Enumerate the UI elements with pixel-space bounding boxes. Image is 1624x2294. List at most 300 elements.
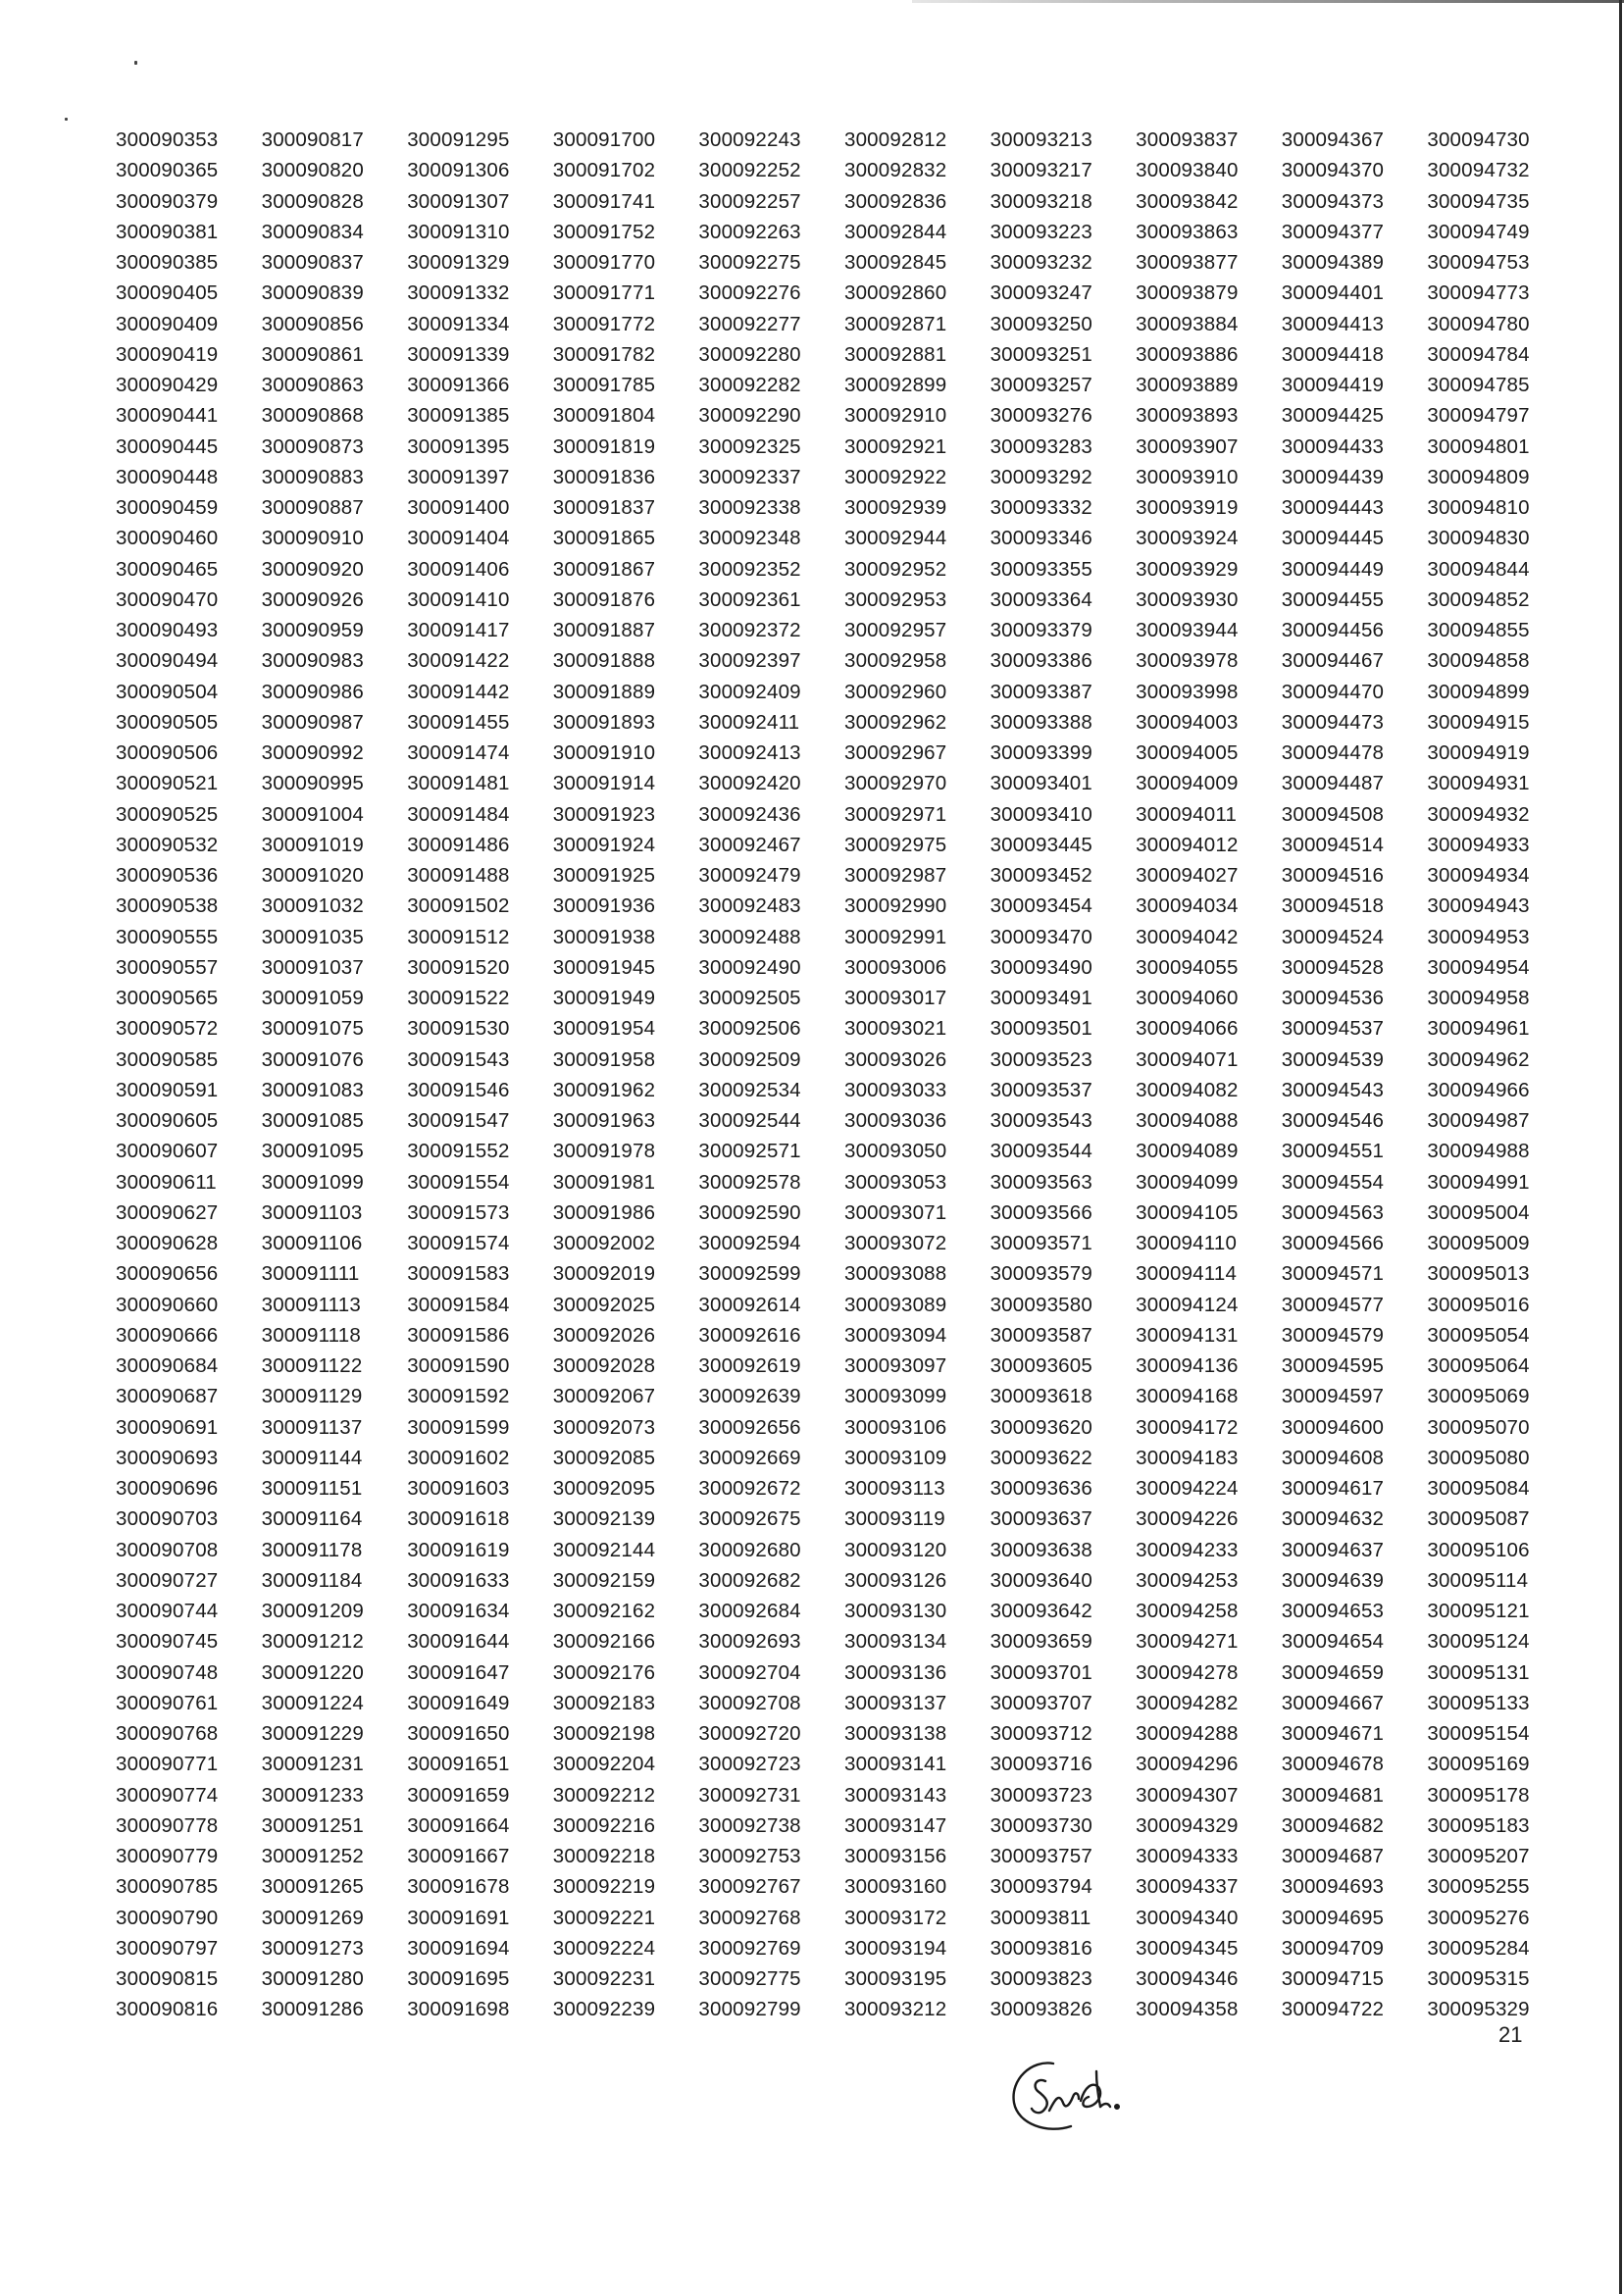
list-item: 300091488 [407,864,510,887]
list-item: 300091694 [407,1936,510,1960]
list-item: 300090745 [116,1630,219,1654]
list-item: 300095276 [1427,1906,1530,1929]
list-item: 300093491 [990,987,1092,1009]
list-item: 300092812 [843,128,947,151]
list-item: 300092162 [552,1600,656,1622]
list-item: 300091752 [552,220,656,243]
list-item: 300091664 [407,1813,510,1837]
list-item: 300090693 [116,1446,219,1469]
list-item: 300090703 [116,1507,219,1531]
list-item: 300093563 [990,1170,1092,1194]
list-item: 300095169 [1427,1753,1530,1776]
list-item: 300095114 [1427,1568,1529,1592]
list-item: 300094617 [1281,1477,1385,1500]
list-item: 300092506 [698,1017,801,1041]
list-item: 300094456 [1281,619,1385,641]
list-item: 300091910 [552,741,656,764]
list-item: 300091229 [261,1722,365,1745]
list-item: 300094224 [1136,1477,1239,1500]
list-item: 300094991 [1427,1170,1530,1194]
list-item: 300091543 [407,1047,510,1071]
list-item: 300090538 [116,894,219,918]
list-item: 300093944 [1136,619,1239,641]
list-item: 300091695 [407,1967,510,1990]
list-item: 300094516 [1281,864,1385,887]
list-item: 300092085 [552,1446,656,1469]
list-item: 300093106 [843,1415,947,1439]
list-item: 300091949 [552,987,656,1009]
list-item: 300092204 [552,1753,656,1776]
list-item: 300091306 [407,159,510,182]
list-item: 300090525 [116,802,219,826]
list-item: 300090691 [116,1415,219,1439]
list-item: 300090385 [116,251,219,274]
list-item: 300090834 [261,220,365,243]
list-item: 300091137 [261,1415,363,1439]
list-item: 300095284 [1427,1936,1530,1960]
list-item: 300092073 [552,1415,656,1439]
list-item: 300093223 [990,220,1092,243]
list-item: 300094749 [1427,220,1530,243]
list-item: 300092139 [552,1507,656,1531]
list-item: 300092159 [552,1568,656,1592]
list-item: 300094639 [1281,1568,1385,1592]
list-item: 300093893 [1136,404,1239,428]
list-item: 300092922 [843,465,947,488]
list-item: 300093120 [843,1538,947,1561]
list-item: 300094105 [1136,1200,1239,1224]
list-item: 300094659 [1281,1660,1385,1684]
list-item: 300094543 [1281,1078,1385,1101]
list-item: 300090605 [116,1109,219,1132]
list-item: 300091004 [261,802,365,826]
list-item: 300092768 [698,1906,801,1929]
list-item: 300091837 [552,496,656,519]
list-item: 300094358 [1136,1998,1239,2021]
list-item: 300092962 [843,710,947,734]
list-item: 300093638 [990,1538,1092,1561]
list-item: 300092775 [698,1967,801,1990]
list-item: 300093036 [843,1109,947,1132]
list-item: 300091020 [261,864,365,887]
list-item: 300090627 [116,1200,219,1224]
list-item: 300093452 [990,864,1092,887]
list-item: 300091032 [261,894,365,918]
list-item: 300091512 [407,925,510,948]
list-item: 300092325 [698,434,801,458]
list-item: 300093387 [990,680,1092,703]
list-item: 300094524 [1281,925,1385,948]
list-item: 300094288 [1136,1722,1239,1745]
list-item: 300093636 [990,1477,1092,1500]
list-item: 300093978 [1136,649,1239,673]
list-item: 300095124 [1427,1630,1530,1654]
list-item: 300090494 [116,649,219,673]
list-item: 300094953 [1427,925,1530,948]
list-item: 300093136 [843,1660,947,1684]
list-item: 300092436 [698,802,801,826]
list-item: 300095133 [1427,1691,1530,1714]
list-item: 300091280 [261,1967,365,1990]
list-item: 300092025 [552,1293,656,1316]
list-item: 300094537 [1281,1017,1385,1041]
list-item: 300091406 [407,557,510,581]
list-item: 300092910 [843,404,947,428]
list-item: 300093283 [990,434,1092,458]
list-item: 300093026 [843,1047,947,1071]
list-item: 300094110 [1136,1232,1238,1254]
list-item: 300090797 [116,1936,219,1960]
list-item: 300090920 [261,557,365,581]
list-item: 300094988 [1427,1140,1530,1163]
list-item: 300091332 [407,281,510,305]
list-item: 300091618 [407,1507,510,1531]
list-item: 300091329 [407,251,510,274]
list-item: 300092944 [843,527,947,550]
list-item: 300090381 [116,220,219,243]
list-item: 300094373 [1281,189,1385,213]
list-item: 300093143 [843,1783,947,1807]
list-item: 300092276 [698,281,801,305]
list-item: 300091554 [407,1170,510,1194]
list-item: 300091586 [407,1323,510,1347]
list-item: 300091520 [407,955,510,979]
list-item: 300091867 [552,557,656,581]
list-item: 300092218 [552,1845,656,1867]
list-item: 300091251 [261,1813,365,1837]
list-item: 300095329 [1427,1998,1530,2021]
list-item: 300091209 [261,1600,365,1622]
list-item: 300093490 [990,955,1092,979]
list-item: 300092176 [552,1660,656,1684]
list-item: 300090557 [116,955,219,979]
list-item: 300094282 [1136,1691,1239,1714]
list-item: 300094844 [1427,557,1530,581]
list-item: 300093388 [990,710,1092,734]
list-item: 300093386 [990,649,1092,673]
list-item: 300092479 [698,864,801,887]
list-item: 300092212 [552,1783,656,1807]
list-item: 300093605 [990,1354,1092,1377]
list-item: 300093884 [1136,312,1239,335]
list-item: 300092216 [552,1813,656,1837]
list-item: 300093543 [990,1109,1092,1132]
list-item: 300090572 [116,1017,219,1041]
list-item: 300094600 [1281,1415,1385,1439]
list-item: 300094226 [1136,1507,1239,1531]
list-item: 300092723 [698,1753,801,1776]
list-item: 300093659 [990,1630,1092,1654]
list-item: 300094784 [1427,342,1530,366]
list-item: 300092411 [698,710,800,734]
list-item: 300092693 [698,1630,801,1654]
list-item: 300093571 [990,1232,1092,1254]
list-item: 300094732 [1427,159,1530,182]
list-item: 300094271 [1136,1630,1239,1654]
list-item: 300093247 [990,281,1092,305]
list-item: 300094678 [1281,1753,1385,1776]
list-item: 300093889 [1136,374,1239,396]
list-item: 300094066 [1136,1017,1239,1041]
list-item: 300094931 [1427,772,1530,795]
list-item: 300090565 [116,987,219,1009]
list-item: 300091164 [261,1507,363,1531]
list-item: 300094785 [1427,374,1530,396]
list-item: 300091076 [261,1047,365,1071]
list-item: 300092971 [843,802,947,826]
list-item: 300093346 [990,527,1092,550]
list-item: 300093113 [843,1477,945,1500]
list-item: 300094377 [1281,220,1385,243]
list-item: 300094915 [1427,710,1530,734]
list-item: 300093707 [990,1691,1092,1714]
list-item: 300092231 [552,1967,656,1990]
list-item: 300094445 [1281,527,1385,550]
list-item: 300092616 [698,1323,801,1347]
list-item: 300093160 [843,1875,947,1899]
list-item: 300090365 [116,159,219,182]
list-item: 300090445 [116,434,219,458]
list-item: 300094183 [1136,1446,1239,1469]
list-item: 300093877 [1136,251,1239,274]
list-item: 300094858 [1427,649,1530,673]
list-item: 300094168 [1136,1385,1239,1408]
list-item: 300091075 [261,1017,365,1041]
list-item: 300094514 [1281,833,1385,856]
list-item: 300091111 [261,1262,360,1286]
list-item: 300094571 [1281,1262,1385,1286]
list-item: 300090837 [261,251,365,274]
list-item: 300092467 [698,833,801,856]
list-item: 300095004 [1427,1200,1530,1224]
list-item: 300091486 [407,833,510,856]
list-item: 300091583 [407,1262,510,1286]
list-item: 300092509 [698,1047,801,1071]
list-item: 300091546 [407,1078,510,1101]
list-item: 300094172 [1136,1415,1239,1439]
list-item: 300093006 [843,955,947,979]
list-item: 300092769 [698,1936,801,1960]
list-item: 300093823 [990,1967,1092,1990]
list-item: 300094987 [1427,1109,1530,1132]
list-item: 300093021 [843,1017,947,1041]
list-item: 300093811 [990,1906,1091,1929]
list-item: 300092975 [843,833,947,856]
list-item: 300094966 [1427,1078,1530,1101]
list-item: 300094425 [1281,404,1385,428]
list-item: 300090868 [261,404,365,428]
list-item: 300090470 [116,587,219,611]
list-item: 300091888 [552,649,656,673]
list-item: 300090536 [116,864,219,887]
list-item: 300094449 [1281,557,1385,581]
list-item: 300090820 [261,159,365,182]
list-item: 300091893 [552,710,656,734]
list-item: 300091649 [407,1691,510,1714]
list-item: 300094536 [1281,987,1385,1009]
list-item: 300093716 [990,1753,1092,1776]
list-item: 300094654 [1281,1630,1385,1654]
list-item: 300094773 [1427,281,1530,305]
list-item: 300094345 [1136,1936,1239,1960]
list-item: 300090441 [116,404,219,428]
list-item: 300091212 [261,1630,365,1654]
list-item: 300092704 [698,1660,801,1684]
list-item: 300091602 [407,1446,510,1469]
list-item: 300091552 [407,1140,510,1163]
list-item: 300095054 [1427,1323,1530,1347]
list-item: 300090628 [116,1232,219,1254]
list-item: 300093863 [1136,220,1239,243]
list-item: 300094595 [1281,1354,1385,1377]
list-item: 300091484 [407,802,510,826]
list-item: 300094307 [1136,1783,1239,1807]
list-item: 300092348 [698,527,801,550]
list-item: 300092243 [698,128,801,151]
list-item: 300090986 [261,680,365,703]
list-item: 300093141 [843,1753,947,1776]
list-item: 300091265 [261,1875,365,1899]
list-item: 300094855 [1427,619,1530,641]
list-item: 300091083 [261,1078,365,1101]
list-item: 300091644 [407,1630,510,1654]
list-item: 300091118 [261,1323,361,1347]
list-item: 300092221 [552,1906,656,1929]
list-item: 300092960 [843,680,947,703]
list-item: 300091650 [407,1722,510,1745]
list-item: 300091573 [407,1200,510,1224]
list-item: 300094401 [1281,281,1385,305]
list-item: 300090493 [116,619,219,641]
list-item: 300092836 [843,189,947,213]
list-item: 300092578 [698,1170,801,1194]
list-item: 300090748 [116,1660,219,1684]
list-item: 300092767 [698,1875,801,1899]
list-item: 300092413 [698,741,801,764]
list-item: 300090379 [116,189,219,213]
list-item: 300090611 [116,1170,217,1194]
list-item: 300092483 [698,894,801,918]
list-item: 300093017 [843,987,947,1009]
list-item: 300092939 [843,496,947,519]
list-item: 300091887 [552,619,656,641]
list-item: 300091770 [552,251,656,274]
list-item: 300092144 [552,1538,656,1561]
list-item: 300092026 [552,1323,656,1347]
list-item: 300092991 [843,925,947,948]
list-item: 300091592 [407,1385,510,1408]
list-item: 300093470 [990,925,1092,948]
list-item: 300094597 [1281,1385,1385,1408]
list-item: 300090987 [261,710,365,734]
list-item: 300094753 [1427,251,1530,274]
list-item: 300092420 [698,772,801,795]
list-item: 300094131 [1136,1323,1239,1347]
list-item: 300091103 [261,1200,363,1224]
list-item: 300094439 [1281,465,1385,488]
list-item: 300093213 [990,128,1092,151]
list-item: 300094005 [1136,741,1239,764]
list-item: 300094539 [1281,1047,1385,1071]
list-item: 300091397 [407,465,510,488]
list-item: 300091619 [407,1538,510,1561]
list-item: 300091958 [552,1047,656,1071]
list-item: 300092257 [698,189,801,213]
list-item: 300091678 [407,1875,510,1899]
number-list [116,125,1573,2025]
list-item: 300090774 [116,1783,219,1807]
list-item: 300092166 [552,1630,656,1654]
list-item: 300092490 [698,955,801,979]
list-item: 300091978 [552,1140,656,1163]
list-item: 300090585 [116,1047,219,1071]
list-item: 300091702 [552,159,656,182]
list-item: 300094473 [1281,710,1385,734]
list-item: 300094012 [1136,833,1239,856]
list-item: 300091410 [407,587,510,611]
list-item: 300093886 [1136,342,1239,366]
list-item: 300093579 [990,1262,1092,1286]
list-item: 300092067 [552,1385,656,1408]
list-item: 300092656 [698,1415,801,1439]
list-item: 300090696 [116,1477,219,1500]
list-item: 300093276 [990,404,1092,428]
list-item: 300094958 [1427,987,1530,1009]
list-item: 300092338 [698,496,801,519]
list-item: 300092282 [698,374,801,396]
list-item: 300094258 [1136,1600,1239,1622]
list-item: 300093907 [1136,434,1239,458]
list-item: 300094518 [1281,894,1385,918]
list-item: 300091981 [552,1170,656,1194]
list-item: 300090828 [261,189,365,213]
list-item: 300091404 [407,527,510,550]
list-item: 300090666 [116,1323,219,1347]
list-item: 300094278 [1136,1660,1239,1684]
list-item: 300092844 [843,220,947,243]
list-item: 300091400 [407,496,510,519]
list-item: 300091741 [552,189,656,213]
list-item: 300092845 [843,251,947,274]
list-item: 300094389 [1281,251,1385,274]
signature-icon [1002,2042,1149,2145]
list-item: 300091530 [407,1017,510,1041]
list-item: 300094136 [1136,1354,1239,1377]
list-item: 300093232 [990,251,1092,274]
list-item: 300091599 [407,1415,510,1439]
list-item: 300091647 [407,1660,510,1684]
list-item: 300093053 [843,1170,947,1194]
list-item: 300090353 [116,128,219,151]
list-item: 300093910 [1136,465,1239,488]
list-item: 300091924 [552,833,656,856]
list-item: 300091633 [407,1568,510,1592]
list-item: 300092534 [698,1078,801,1101]
list-item: 300092095 [552,1477,656,1500]
list-item: 300094027 [1136,864,1239,887]
list-item: 300091122 [261,1354,363,1377]
list-item: 300092921 [843,434,947,458]
list-item: 300090405 [116,281,219,305]
list-item: 300094011 [1136,802,1238,826]
list-item: 300094730 [1427,128,1530,151]
list-item: 300090555 [116,925,219,948]
list-item: 300091936 [552,894,656,918]
list-item: 300090409 [116,312,219,335]
list-item: 300095009 [1427,1232,1530,1254]
list-item: 300094370 [1281,159,1385,182]
list-item: 300093701 [990,1660,1092,1684]
